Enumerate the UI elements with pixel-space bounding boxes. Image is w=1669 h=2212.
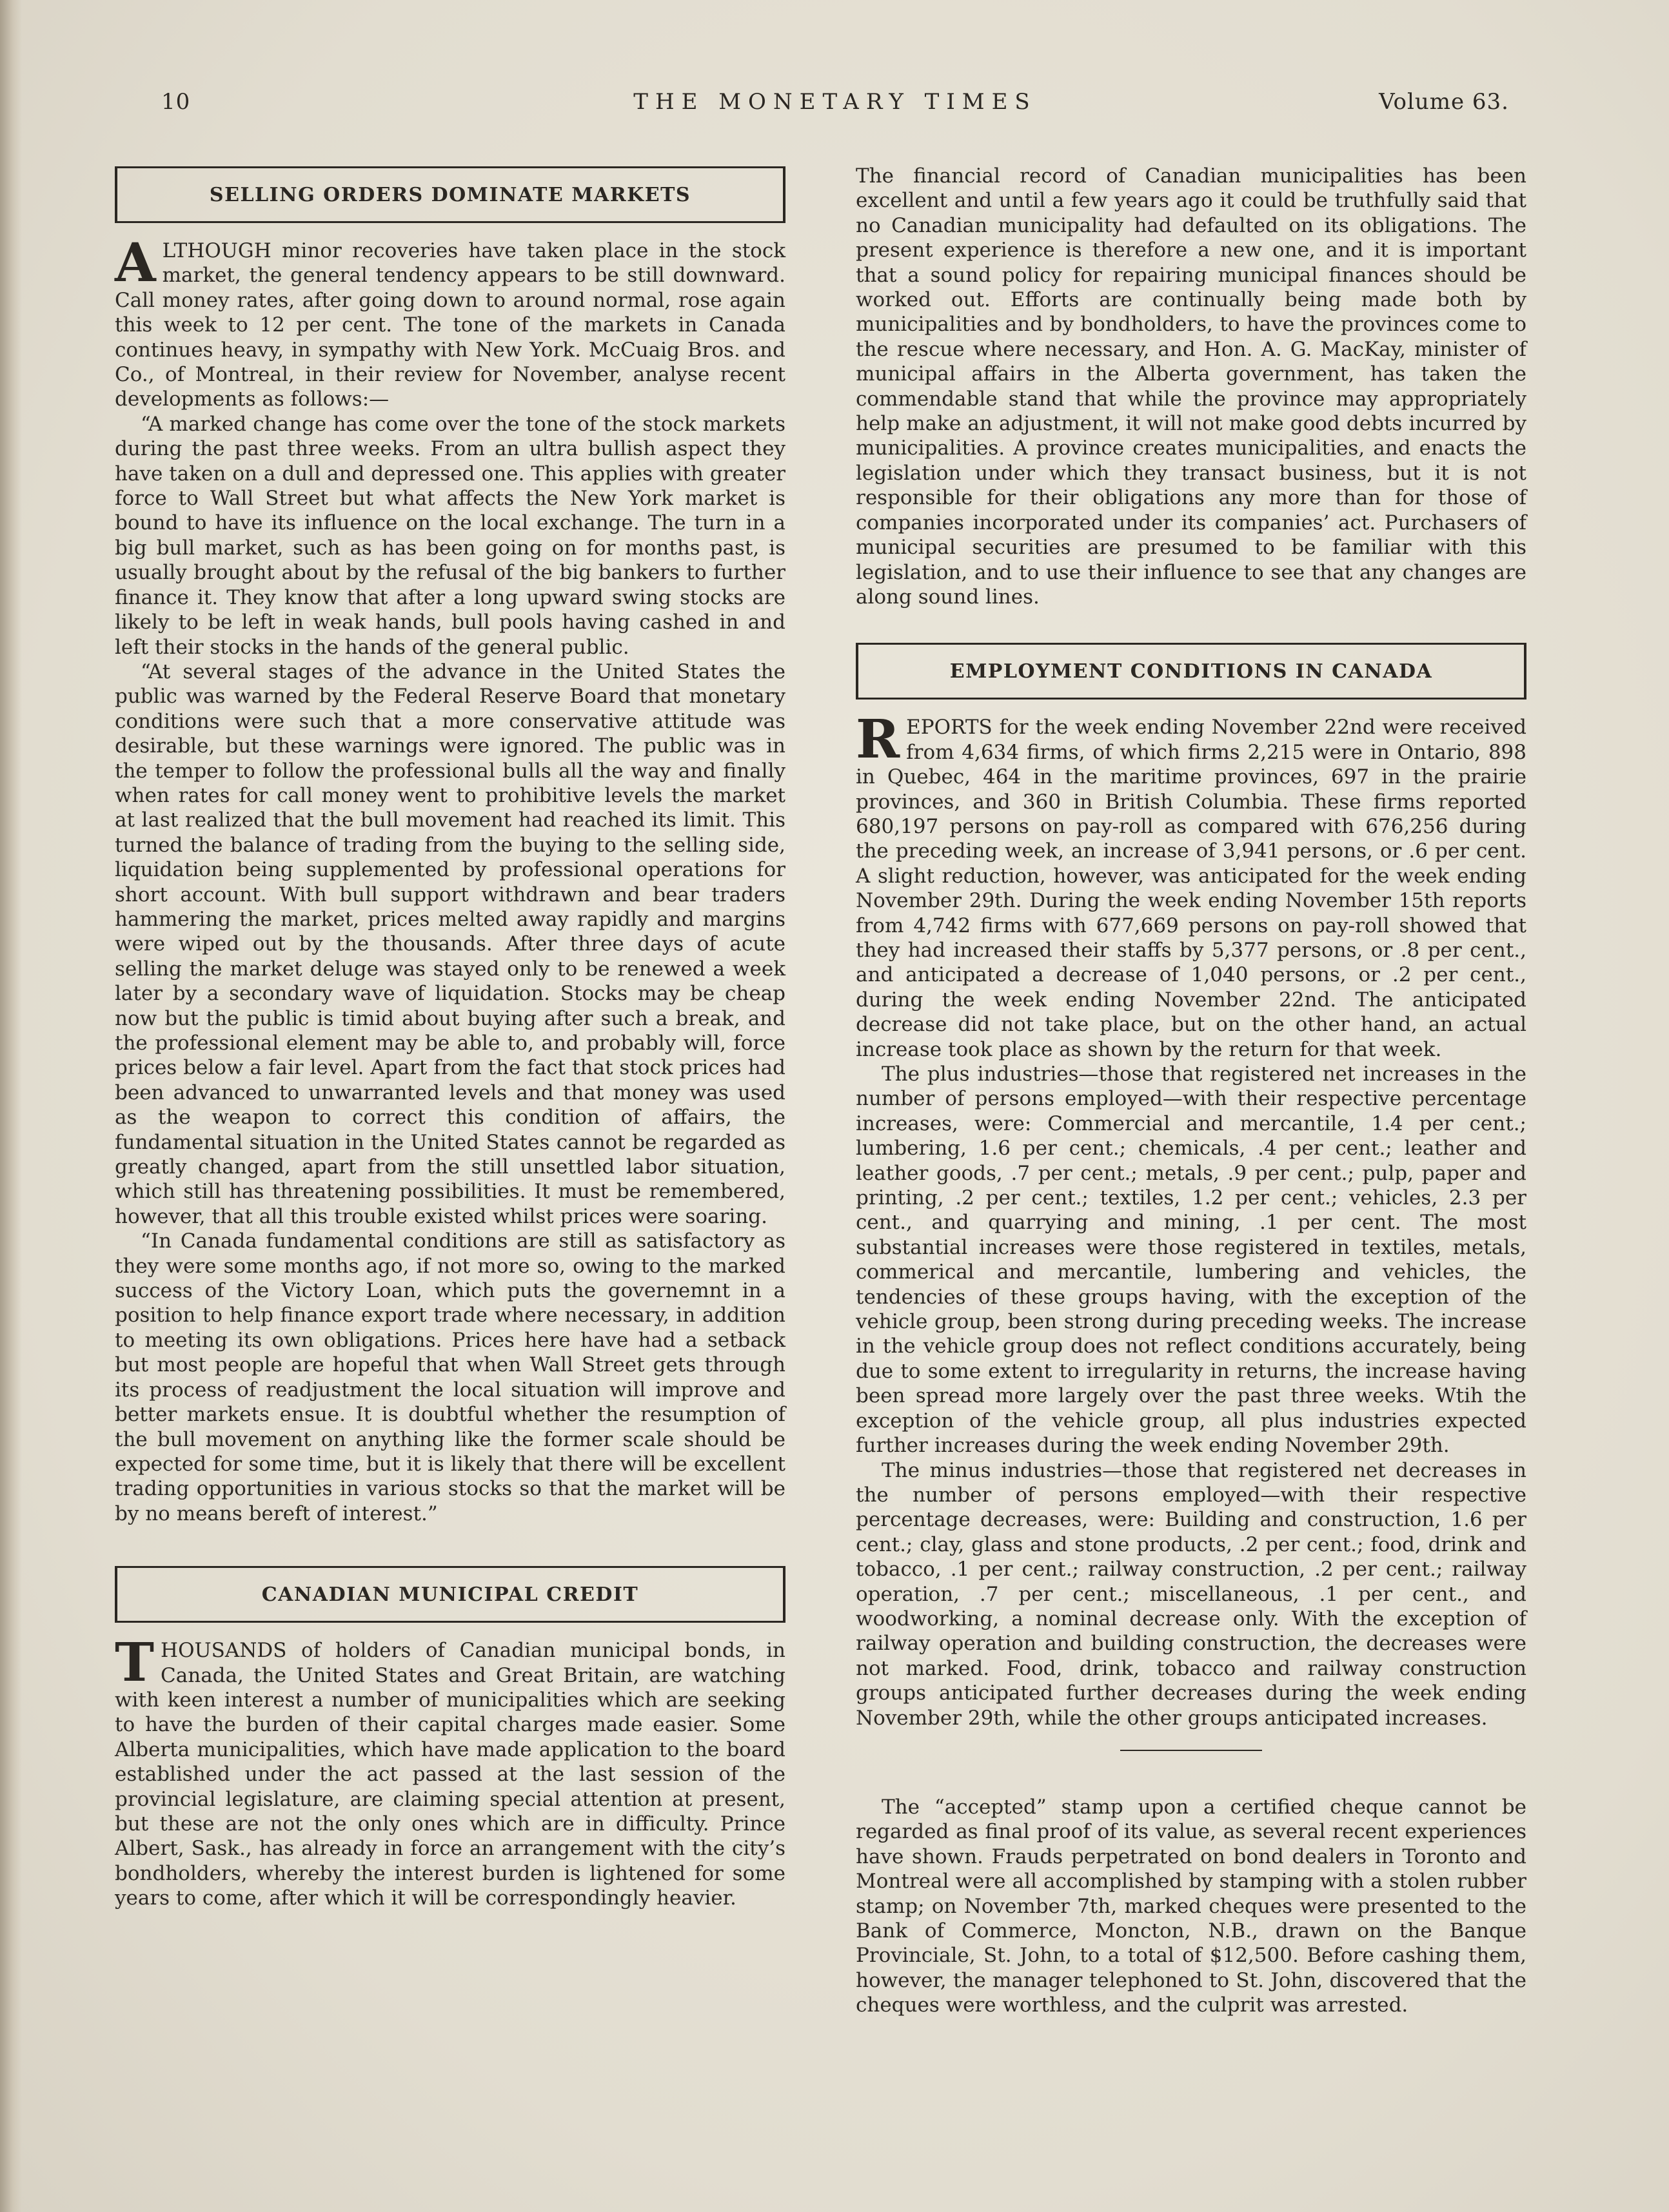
article-paragraph: “At several stages of the advance in the United States the public was warned by the Federal Reserve Board that monetary conditions were such that a more conservative attitude was desirable, but these warnings were ignored. The public was in the temper to follow the professional bulls all the way and finally when rates for call money went to prohibitive levels the market at last realized that the bull movement had reached its limit. This turned the balance of trading from the buying to the selling side, liquidation being supplemented by professional operations for short account. With bull support withdrawn and bear traders hammering the market, prices melted away rapidly and margins were wiped out by the thousands. After three days of acute selling the market deluge was stayed only to be renewed a week later by a secondary wave of liquidation. Stocks may be cheap now but the public is timid about buying after such a break, and the professional element may be able to, and probably will, force prices below a fair level. Apart from the fact that stock prices had been advanced to unwarranted levels and that money was used as the weapon to correct this condition of affairs, the fundamental situation in the United States cannot be regarded as greatly changed, apart from the still unsettled labor situation, which still has threatening possibilities. It must be remembered, however, that all this trouble existed whilst prices were soaring.	[115, 660, 785, 1228]
article-paragraph: “A marked change has come over the tone of the stock markets during the past three weeks. From an ultra bullish aspect they have taken on a dull and depressed one. This applies with greater force to Wall Street but what affects the New York market is bound to have its influence on the local exchange. The turn in a big bull market, such as has been going on for months past, is usually brought about by the refusal of the big bankers to further finance it. They know that after a long upward swing stocks are likely to be left in weak hands, bull pools having cashed in and left their stocks in the hands of the general public.	[115, 412, 785, 659]
article-paragraph: The financial record of Canadian municipalities has been excellent and until a few years ago it could be truthfully said that no Canadian municipality had defaulted on its obligations. The present experience is therefore a new one, and it is important that a sound policy for repairing municipal finances should be worked out. Efforts are continually being made both by municipalities and by bondholders, to have the provinces come to the rescue where necessary, and Hon. A. G. MacKay, minister of municipal affairs in the Alberta government, has taken the commendable stand that while the province may appropriately help make an adjustment, it will not make good debts incurred by municipalities. A province creates municipalities, and enacts the legislation under which they transact business, but it is not responsible for their obligations any more than for those of companies incorporated under its companies’ act. Purchasers of municipal securities are presumed to be familiar with this legislation, and to use their influence to see that any changes are along sound lines.	[856, 164, 1526, 609]
drop-cap: R	[856, 709, 900, 771]
left-column	[115, 166, 785, 1911]
page-number: 10	[161, 89, 191, 115]
drop-cap: T	[115, 1632, 155, 1694]
volume-label: Volume 63.	[1379, 89, 1509, 115]
article-paragraph: ALTHOUGH minor recoveries have taken place in the stock market, the general tendency appears to be still downward. Call money rates, after going down to around normal, rose again this week to 12 per cent. The tone of the markets in Canada continues heavy, in sympathy with New York. McCuaig Bros. and Co., of Montreal, in their review for November, analyse recent developments as follows:—	[115, 232, 785, 411]
article-heading-employment: EMPLOYMENT CONDITIONS IN CANADA	[856, 643, 1526, 700]
article-heading-selling-orders: SELLING ORDERS DOMINATE MARKETS	[115, 166, 785, 223]
article-paragraph: THOUSANDS of holders of Canadian municipal bonds, in Canada, the United States and Great Britain, are watching with keen interest a number of municipalities which are seeking to have the burden of their capital charges made easier. Some Alberta municipalities, which have made application to the board established under the act passed at the last session of the provincial legislature, are claiming special attention at present, but these are not the only ones which are in difficulty. Prince Albert, Sask., has already in force an arrangement with the city’s bondholders, whereby the interest burden is lightened for some years to come, after which it will be correspondingly heavier.	[115, 1632, 785, 1910]
running-header	[161, 89, 1509, 122]
article-paragraph: “In Canada fundamental conditions are still as satisfactory as they were some months ago, if not more so, owing to the marked success of the Victory Loan, which puts the governemnt in a position to help finance export trade where necessary, in addition to meeting its own obligations. Prices here have had a setback but most people are hopeful that when Wall Street gets through its process of readjustment the local situation will improve and better markets ensue. It is doubtful whether the resumption of the bull movement on anything like the former scale should be expected for some time, but it is likely that there will be excellent trading opportunities in various stocks so that the market will be by no means bereft of interest.”	[115, 1229, 785, 1525]
drop-cap: A	[115, 232, 156, 294]
article-paragraph: The plus industries—those that registered net increases in the number of persons employed—with their respective percentage increases, were: Commercial and mercantile, 1.4 per cent.; lumbering, 1.6 per cent.; chemicals, .4 per cent.; leather and leather goods, .7 per cent.; metals, .9 per cent.; pulp, paper and printing, .2 per cent.; textiles, 1.2 per cent.; vehicles, 2.3 per cent., and quarrying and mining, .1 per cent. The most substantial increases were those registered in textiles, metals, commerical and mercantile, lumbering and vehicles, the tendencies of these groups having, with the exception of the vehicle group, been strong during preceding weeks. The increase in the vehicle group does not reflect conditions accurately, being due to some extent to irregularity in returns, the increase having been spread more largely over the past three weeks. Wtih the exception of the vehicle group, all plus industries expected further increases during the week ending November 29th.	[856, 1062, 1526, 1458]
binding-shadow	[0, 0, 22, 2212]
article-paragraph: The “accepted” stamp upon a certified cheque cannot be regarded as final proof of its value, as several recent experiences have shown. Frauds perpetrated on bond dealers in Toronto and Montreal were all accomplished by stamping with a stolen rubber stamp; on November 7th, marked cheques were presented to the Bank of Commerce, Moncton, N.B., drawn on the Banque Provinciale, St. John, to a total of $12,500. Before cashing them, however, the manager telephoned to St. John, discovered that the cheques were worthless, and the culprit was arrested.	[856, 1795, 1526, 2017]
article-paragraph: The minus industries—those that registered net decreases in the number of persons employed—with their respective percentage decreases, were: Building and construction, 1.6 per cent.; clay, glass and stone products, .2 per cent.; food, drink and tobacco, .1 per cent.; railway construction, .2 per cent.; railway operation, .7 per cent.; miscellaneous, .1 per cent., and woodworking, a nominal decrease only. With the exception of railway operation and building construction, the decreases were not marked. Food, drink, tobacco and railway construction groups anticipated further decreases during the week ending November 29th, while the other groups anticipated increases.	[856, 1458, 1526, 1730]
publication-title: THE MONETARY TIMES	[633, 89, 1037, 115]
article-heading-municipal-credit: CANADIAN MUNICIPAL CREDIT	[115, 1566, 785, 1623]
section-divider	[1120, 1750, 1262, 1751]
right-column	[856, 164, 1526, 2018]
article-paragraph: REPORTS for the week ending November 22nd were received from 4,634 firms, of which firms 2,215 were in Ontario, 898 in Quebec, 464 in the maritime provinces, 697 in the prairie provinces, and 360 in British Columbia. These firms reported 680,197 persons on pay-roll as compared with 676,256 during the preceding week, an increase of 3,941 persons, or .6 per cent. A slight reduction, however, was anticipated for the week ending November 29th. During the week ending November 15th reports from 4,742 firms with 677,669 persons on pay-roll showed that they had increased their staffs by 5,377 persons, or .8 per cent., and anticipated a decrease of 1,040 persons, or .2 per cent., during the week ending November 22nd. The anticipated decrease did not take place, but on the other hand, an actual increase took place as shown by the return for that week.	[856, 709, 1526, 1061]
